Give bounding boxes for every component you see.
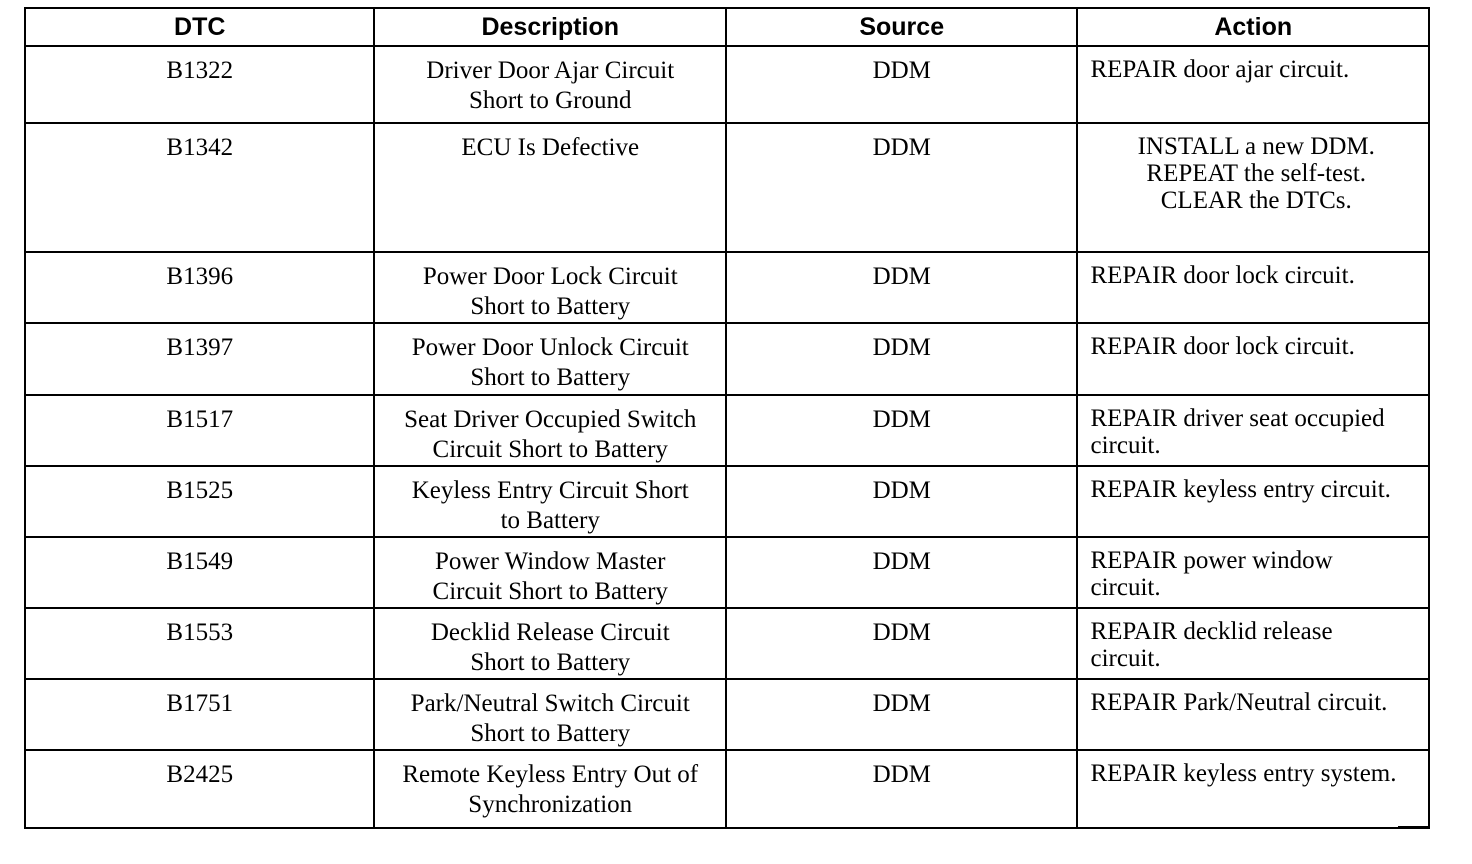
action-line: circuit. [1090,574,1161,601]
dtc-table [24,7,1430,829]
source-cell [726,537,1078,608]
header-row [25,8,1429,46]
dtc-code: B1397 [166,334,234,361]
table-row [25,750,1429,828]
description-cell [374,537,726,608]
table-row [25,46,1429,123]
description-line: Decklid Release Circuit [430,619,670,646]
source-cell [726,323,1078,395]
source-value: DDM [872,263,931,290]
description-line: Power Window Master [435,548,666,575]
table-row [25,466,1429,537]
table-row [25,123,1429,252]
dtc-cell [25,679,374,750]
action-line: INSTALL a new DDM. [1137,133,1375,160]
action-line: REPAIR door ajar circuit. [1090,56,1350,83]
dtc-cell [25,750,374,828]
source-cell [726,46,1078,123]
action-line: REPAIR Park/Neutral circuit. [1090,689,1388,716]
description-line: Short to Battery [470,720,631,747]
description-line: Short to Battery [470,649,631,676]
description-line: Short to Ground [468,87,632,114]
source-cell [726,750,1078,828]
action-line: CLEAR the DTCs. [1160,187,1352,214]
description-cell [374,679,726,750]
action-line: REPEAT the self-test. [1146,160,1367,187]
dtc-cell [25,323,374,395]
source-cell [726,123,1078,252]
table-row [25,608,1429,679]
dtc-code: B1322 [166,57,234,84]
source-cell [726,679,1078,750]
action-line: REPAIR power window [1090,547,1333,574]
description-line: ECU Is Defective [461,134,640,161]
table-row [25,252,1429,323]
source-value: DDM [872,406,931,433]
source-value: DDM [872,548,931,575]
description-line: Power Door Unlock Circuit [411,334,689,361]
table-row [25,679,1429,750]
description-cell [374,252,726,323]
dtc-code: B1525 [166,477,234,504]
action-cell [1077,323,1429,395]
description-line: to Battery [500,507,600,534]
action-line: REPAIR decklid release [1090,618,1333,645]
description-line: Keyless Entry Circuit Short [411,477,689,504]
dtc-cell [25,608,374,679]
table-row [25,395,1429,466]
action-line: REPAIR keyless entry system. [1090,760,1397,787]
dtc-code: B2425 [166,761,234,788]
source-value: DDM [872,134,931,161]
action-line: circuit. [1090,645,1161,672]
source-cell [726,608,1078,679]
table-row [25,537,1429,608]
action-line: circuit. [1090,432,1161,459]
description-line: Short to Battery [470,364,631,391]
description-line: Synchronization [468,791,633,818]
description-cell [374,395,726,466]
description-line: Short to Battery [470,293,631,320]
action-cell [1077,395,1429,466]
header-dtc: DTC [25,8,374,46]
dtc-code: B1342 [166,134,234,161]
dtc-cell [25,46,374,123]
description-line: Park/Neutral Switch Circuit [410,690,690,717]
source-value: DDM [872,761,931,788]
source-cell [726,466,1078,537]
description-cell [374,608,726,679]
source-cell [726,395,1078,466]
action-line: REPAIR driver seat occupied [1090,405,1385,432]
dtc-code: B1517 [166,406,234,433]
action-cell [1077,252,1429,323]
dtc-cell [25,537,374,608]
description-line: Circuit Short to Battery [432,578,668,605]
source-value: DDM [872,690,931,717]
action-line: REPAIR door lock circuit. [1090,333,1355,360]
source-value: DDM [872,619,931,646]
description-line: Driver Door Ajar Circuit [426,57,675,84]
action-cell [1077,46,1429,123]
action-cell [1077,537,1429,608]
description-line: Seat Driver Occupied Switch [404,406,697,433]
description-cell [374,750,726,828]
source-value: DDM [872,334,931,361]
dtc-cell [25,395,374,466]
description-cell [374,46,726,123]
description-cell [374,323,726,395]
header-description: Description [374,8,726,46]
source-cell [726,252,1078,323]
description-line: Power Door Lock Circuit [422,263,678,290]
action-line: REPAIR keyless entry circuit. [1090,476,1391,503]
action-cell [1077,679,1429,750]
table-edge-mark [1398,826,1430,828]
header-source: Source [726,8,1078,46]
description-cell [374,466,726,537]
description-line: Circuit Short to Battery [432,436,668,463]
dtc-code: B1396 [166,263,234,290]
dtc-cell [25,252,374,323]
action-line: REPAIR door lock circuit. [1090,262,1355,289]
dtc-code: B1549 [166,548,234,575]
source-value: DDM [872,477,931,504]
header-action: Action [1077,8,1429,46]
source-value: DDM [872,57,931,84]
action-cell [1077,608,1429,679]
description-cell [374,123,726,252]
action-cell [1077,466,1429,537]
dtc-code: B1751 [166,690,234,717]
table-row [25,323,1429,395]
description-line: Remote Keyless Entry Out of [402,761,699,788]
action-cell [1077,750,1429,828]
dtc-code: B1553 [166,619,234,646]
dtc-cell [25,466,374,537]
action-cell [1077,123,1429,252]
dtc-cell [25,123,374,252]
